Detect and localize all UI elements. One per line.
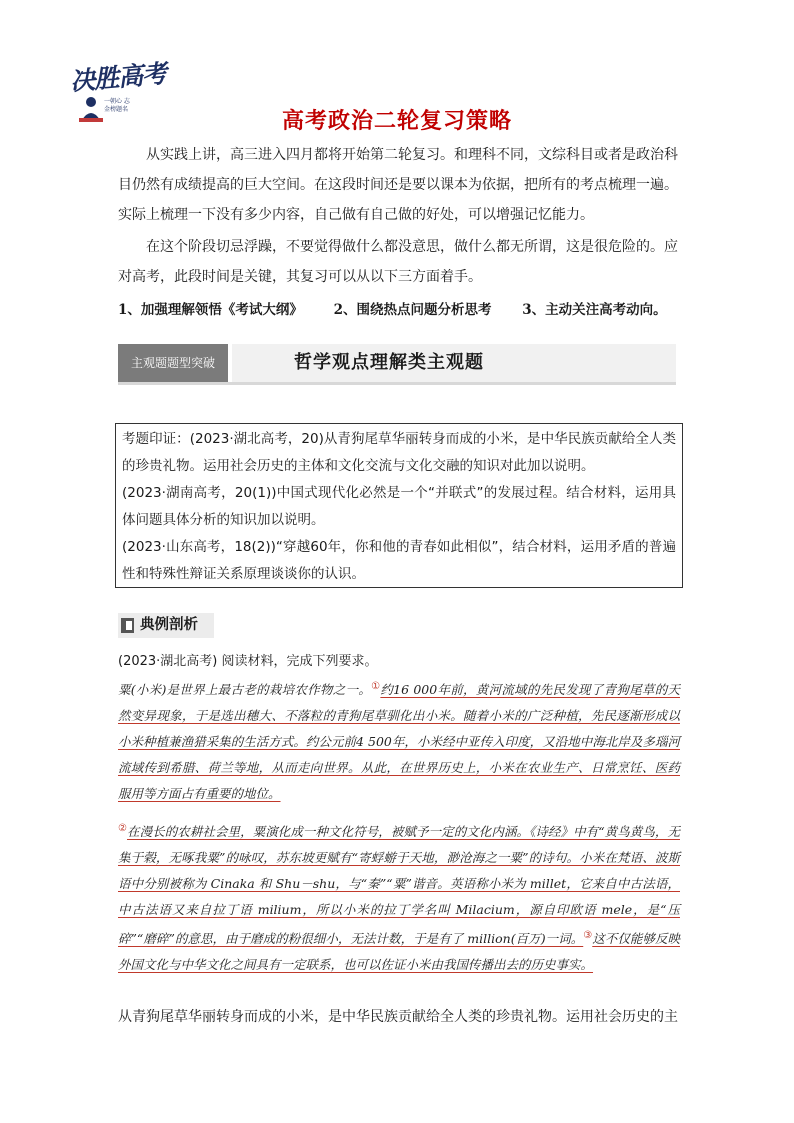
exam-question: (2023·湖南高考，20(1))中国式现代化必然是一个“并联式”的发展过程。结合材料，运用具体问题具体分析的知识加以说明。	[122, 485, 676, 528]
logo-text: 决胜高考	[69, 58, 168, 97]
document-title: 高考政治二轮复习策略	[281, 109, 512, 134]
read-instruction: (2023·湖北高考) 阅读材料，完成下列要求。	[118, 654, 378, 669]
annotation-mark: ③	[583, 930, 593, 942]
question-text: 从青狗尾草华丽转身而成的小米，是中华民族贡献给全人类的珍贵礼物。运用社会历史的主	[118, 1009, 678, 1025]
section-title: 哲学观点理解类主观题	[294, 352, 484, 373]
annotation-mark: ①	[371, 681, 381, 692]
strategy-point: 1、加强理解领悟《考试大纲》	[118, 302, 303, 318]
book-icon	[121, 618, 134, 633]
example-header-label: 典例剖析	[140, 617, 198, 633]
annotation-mark: ②	[118, 823, 128, 834]
intro-paragraph-2: 在这个阶段切忌浮躁，不要觉得做什么都没意思，做什么都无所谓，这是很危险的。应对高考，此段时间是关键，其复习可以从以下三方面着手。	[118, 239, 678, 285]
material-paragraph-2: ②在漫长的农耕社会里，粟演化成一种文化符号，被赋予一定的文化内涵。《诗经》中有“黄鸟黄鸟，无集于榖，无啄我粟”的咏叹，苏东坡更赋有“寄蜉蝣于天地，渺沧海之一粟”的诗句。小米在梵语、波斯语中分别被称为 Cinaka 和 Shu－shu，与“秦”“粟”谐音。英语称小米为 millet，它来自中古法语，中古法语又来自拉丁语 milium，所以小米的拉丁学名叫 Milacium，源自印欧语 mele，是“压碎”“磨碎”的意思，由于磨成的粉很细小，无法计数，于是有了 million(百万)一词。③这不仅能够反映外国文化与中华文化之间具有一定联系，也可以佐证小米由我国传播出去的历史事实。	[118, 823, 680, 973]
exam-question: (2023·山东高考，18(2))“穿越60年，你和他的青春如此相似”，结合材料，运用矛盾的普遍性和特殊性辩证关系原理谈谈你的认识。	[122, 539, 676, 582]
material-paragraph-1: 粟(小米)是世界上最古老的栽培农作物之一。①约16 000年前，黄河流域的先民发现了青狗尾草的天然变异现象，于是选出穗大、不落粒的青狗尾草驯化出小米。随着小米的广泛种植，先民逐渐形成以小米种植兼渔猎采集的生活方式。约公元前4 500年，小米经中亚传入印度，又沿地中海北岸及多瑙河流域传到希腊、荷兰等地，从而走向世界。从此，在世界历史上，小米在农业生产、日常烹饪、医药服用等方面占有重要的地位。	[118, 681, 680, 802]
strategy-point: 3、主动关注高考动向。	[522, 302, 667, 318]
exam-question: 考题印证：(2023·湖北高考，20)从青狗尾草华丽转身而成的小米，是中华民族贡献给全人类的珍贵礼物。运用社会历史的主体和文化交流与文化交融的知识对此加以说明。	[122, 431, 676, 474]
section-tag: 主观题题型突破	[118, 344, 228, 382]
logo-subtitle: 一朝心 志 金榜题名	[104, 98, 130, 113]
section-banner	[118, 344, 676, 385]
exam-evidence-box	[115, 423, 683, 588]
example-header	[118, 613, 214, 638]
intro-paragraph-1: 从实践上讲，高三进入四月都将开始第二轮复习。和理科不同，文综科目或者是政治科目仍然有成绩提高的巨大空间。在这段时间还是要以课本为依据，把所有的考点梳理一遍。实际上梳理一下没有多少内容，自己做有自己做的好处，可以增强记忆能力。	[118, 147, 678, 223]
strategy-points	[118, 298, 678, 318]
strategy-point: 2、围绕热点问题分析思考	[333, 302, 492, 318]
